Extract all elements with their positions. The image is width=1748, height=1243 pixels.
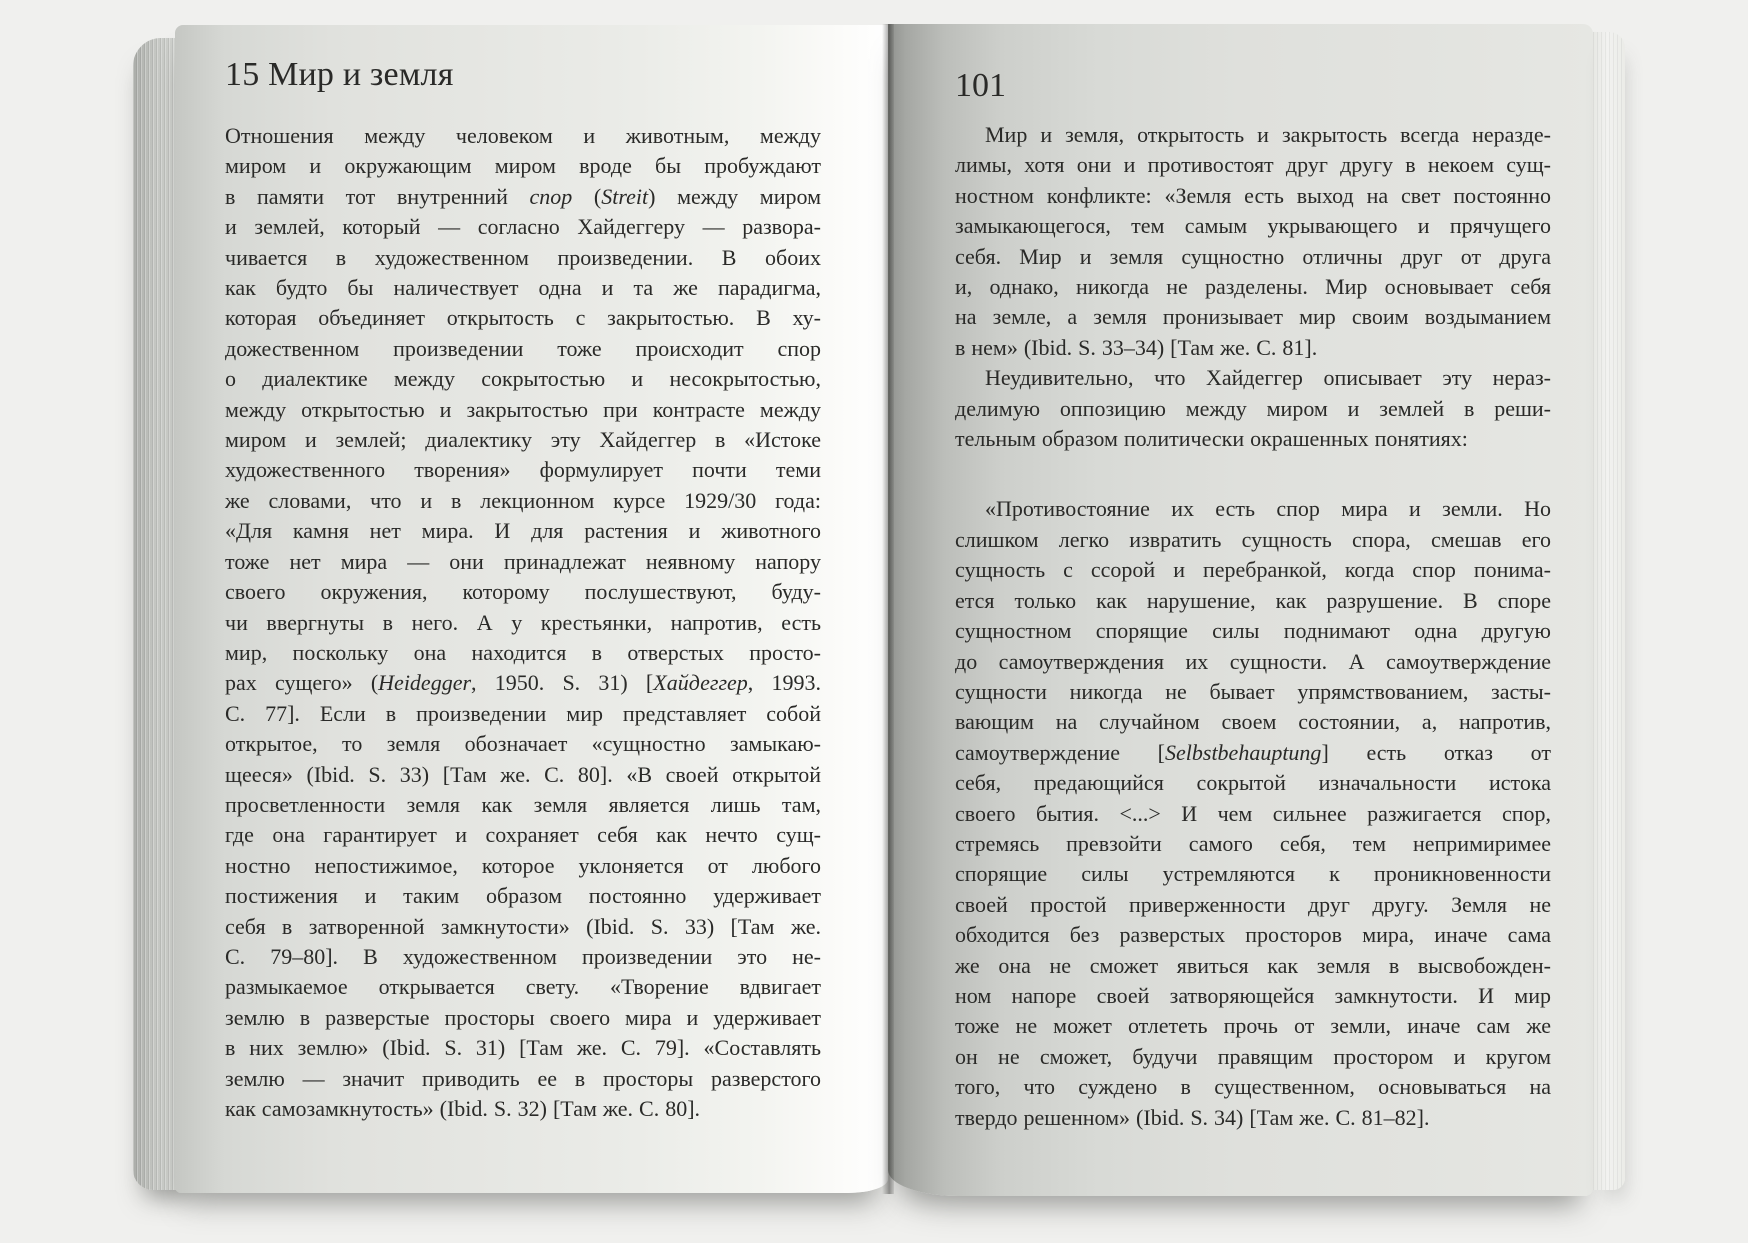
text-line [225,729,821,759]
italic-run: Heidegger [378,670,472,696]
text-run: ) между миром [648,183,822,209]
right-fore-edge-pages [1593,32,1625,1190]
text-run: своей простой приверженности друг другу. Земля не [955,891,1551,917]
text-line [225,455,821,485]
text-line [225,972,821,1002]
text-run: сущностном спорящие силы поднимают одна другую [955,618,1551,644]
text-run: Отношения между человеком и животным, между [225,123,821,148]
text-run: чивается в художественном произведении. В обоих [225,244,821,270]
text-run: «Противостояние их есть спор мира и земли. Но [985,496,1551,522]
text-run: обходится без разверстых просторов мира, иначе сама [955,922,1551,948]
text-run: твердо решенном» (Ibid. S. 34) [Там же. С. 81–82]. [955,1104,1430,1130]
text-line [955,363,1551,393]
text-run: землю в разверстые просторы своего мира и удерживает [225,1004,821,1030]
text-line [955,120,1551,150]
text-line [955,707,1551,737]
text-run: которая объединяет открытость с закрытостью. В ху- [225,305,821,331]
text-run: как самозамкнутость» (Ibid. S. 32) [Там же. С. 80]. [225,1096,701,1121]
text-run: на земле, а земля пронизывает мир своим воздыманием [955,304,1551,330]
text-run: ется только как нарушение, как разрушение. В споре [955,587,1551,613]
text-run: же словами, что и в лекционном курсе 1929/30 года: [225,487,821,513]
text-run: рах сущего» ( [225,670,379,696]
text-run: стремясь превзойти самого себя, тем непримиримее [955,830,1551,856]
text-line [955,1042,1551,1072]
text-line [225,425,821,455]
text-run: своего окружения, которому послушествуют, буду- [225,579,821,605]
text-line [225,577,821,607]
text-line [225,395,821,425]
text-run: размыкаемое открывается свету. «Творение вдвигает [225,974,821,1000]
text-line [225,547,821,577]
text-run: себя в затворенной замкнутости» (Ibid. S. 33) [Там же. [225,913,821,939]
book-spine-gutter [882,24,894,1194]
text-line [955,555,1551,585]
text-line [955,738,1551,768]
text-run: замыкающегося, тем самым укрывающего и прячущего [955,213,1551,239]
paragraph [225,121,821,1124]
text-run: и, однако, никогда не разделены. Мир основывает себя [955,274,1551,300]
text-line [955,829,1551,859]
text-line [955,859,1551,889]
text-line [225,760,821,790]
text-run: в них землю» (Ibid. S. 31) [Там же. С. 79]. «Составлять [225,1035,821,1061]
text-line [955,677,1551,707]
left-page-text [225,121,821,1124]
text-run: миром и окружающим миром вроде бы пробуждают [225,153,821,179]
text-run: ( [572,183,602,209]
text-run: ностном конфликте: «Земля есть выход на свет постоянно [955,182,1551,208]
italic-run: Streit [601,183,649,209]
text-line [225,486,821,516]
text-line [225,303,821,333]
text-run: вающим на случайном своем состоянии, а, напротив, [955,709,1551,735]
italic-run: Selbstbehauptung [1165,739,1322,765]
text-run: , 1993. [747,670,822,696]
text-line [225,790,821,820]
text-line [955,1011,1551,1041]
text-line [955,1072,1551,1102]
text-run: сущность с ссорой и перебранкой, когда спор понима- [955,557,1551,583]
text-line [225,212,821,242]
text-line [955,494,1551,524]
text-line [955,272,1551,302]
paragraph [955,494,1551,1133]
text-run: Мир и земля, открытость и закрытость всегда неразде- [985,122,1551,147]
text-line [225,638,821,668]
text-run: в нем» (Ibid. S. 33–34) [Там же. С. 81]. [955,334,1318,360]
text-line [225,942,821,972]
text-line [225,851,821,881]
text-run: о диалектике между сокрытостью и несокрытостью, [225,366,821,392]
text-run: спорящие силы устремляются к проникновенности [955,861,1551,887]
text-run: «Для камня нет мира. И для растения и животного [225,518,821,544]
text-line [225,881,821,911]
text-line [225,1003,821,1033]
text-run: ] есть отказ от [1321,739,1551,765]
text-line [225,668,821,698]
text-run: ностно непостижимое, которое уклоняется от любого [225,852,821,878]
open-book [133,22,1625,1207]
text-line [225,273,821,303]
text-run: С. 77]. Если в произведении мир представляет собой [225,700,821,726]
page-number: 101 [955,67,1006,104]
text-line [955,333,1551,363]
text-run: делимую оппозицию между миром и землей в реши- [955,395,1551,421]
text-run: , 1950. S. 31) [ [471,670,654,696]
text-run: ном напоре своей затворяющейся замкнутости. И мир [955,982,1551,1008]
text-line [955,647,1551,677]
text-line [225,820,821,850]
text-line [955,394,1551,424]
text-run: в памяти тот внутренний [225,183,530,209]
text-run: дожественном произведении тоже происходит спор [225,335,821,361]
text-line [225,334,821,364]
text-run: землю — значит приводить ее в просторы разверстого [225,1065,821,1091]
text-run: миром и землей; диалектику эту Хайдеггер в «Истоке [225,427,821,453]
text-line [225,1064,821,1094]
text-run: своего бытия. <...> И чем сильнее разжигается спор, [955,800,1551,826]
text-run: постижения и таким образом постоянно удерживает [225,883,821,909]
text-run: просветленности земля как земля является лишь там, [225,791,821,817]
text-line [225,608,821,638]
text-run: сущности никогда не бывает упрямствованием, засты- [955,678,1551,704]
text-run: тоже нет мира — они принадлежат неявному напору [225,548,821,574]
text-run: Неудивительно, что Хайдеггер описывает эту нераз- [985,365,1551,391]
text-line [955,920,1551,950]
text-line [225,151,821,181]
text-run: лимы, хотя они и противостоят друг другу в некоем сущ- [955,152,1551,178]
text-line [955,890,1551,920]
paragraph [955,363,1551,454]
paragraph [955,120,1551,363]
text-line [225,1033,821,1063]
text-run: слишком легко извратить сущность спора, смешав его [955,526,1551,552]
text-run: щееся» (Ibid. S. 33) [Там же. С. 80]. «В своей открытой [225,761,821,787]
text-line [955,424,1551,454]
text-line [225,1094,821,1124]
text-line [955,181,1551,211]
text-line [955,586,1551,616]
text-run: С. 79–80]. В художественном произведении это не- [225,943,821,969]
text-run: тельным образом политически окрашенных понятиях: [955,426,1468,452]
left-page [175,25,888,1193]
text-run: тоже не может отлететь прочь от земли, иначе сам же [955,1013,1551,1039]
text-line [955,951,1551,981]
text-run: же она не сможет явиться как земля в высвобожден- [955,952,1551,978]
text-run: он не сможет, будучи правящим простором и кругом [955,1043,1551,1069]
right-page-text [955,120,1551,1133]
text-run: как будто бы наличествует одна и та же парадигма, [225,275,821,301]
text-line [225,912,821,942]
text-run: и землей, который — согласно Хайдеггеру — развора- [225,214,821,240]
text-line [955,981,1551,1011]
italic-run: Хайдеггер [653,670,748,696]
text-run: чи ввергнуты в него. А у крестьянки, напротив, есть [225,609,821,635]
text-run: себя, предающийся сокрытой изначальности истока [955,770,1551,796]
text-line [955,525,1551,555]
text-line [955,1103,1551,1133]
text-line [955,211,1551,241]
text-line [955,302,1551,332]
text-line [225,121,821,151]
text-run: открытое, то земля обозначает «сущностно замыкаю- [225,731,821,757]
text-line [225,699,821,729]
text-line [955,616,1551,646]
text-line [955,799,1551,829]
italic-run: спор [529,183,573,209]
text-run: мир, поскольку она находится в отверстых просто- [225,639,821,665]
text-line [225,516,821,546]
text-run: себя. Мир и земля сущностно отличны друг от друга [955,243,1551,269]
text-line [955,242,1551,272]
text-line [955,768,1551,798]
right-page [888,24,1593,1196]
text-line [955,150,1551,180]
text-run: между открытостью и закрытостью при контрасте между [225,396,821,422]
text-run: где она гарантирует и сохраняет себя как нечто сущ- [225,822,821,848]
text-line [225,182,821,212]
text-line [225,364,821,394]
text-line [225,243,821,273]
chapter-heading: 15 Мир и земля [225,56,454,93]
text-run: того, что суждено в существенном, основываться на [955,1074,1551,1100]
text-run: до самоутверждения их сущности. А самоутверждение [955,648,1551,674]
text-run: самоутверждение [ [955,739,1165,765]
text-run: художественного творения» формулирует почти теми [225,457,821,483]
